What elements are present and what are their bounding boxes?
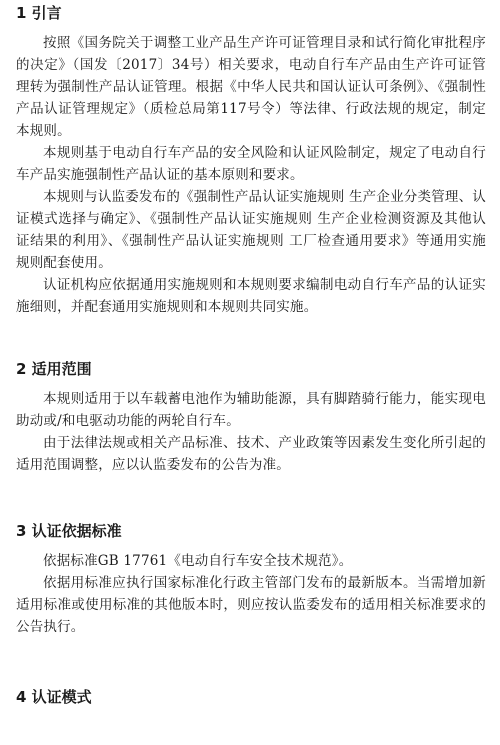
paragraph: 本规则与认监委发布的《强制性产品认证实施规则 生产企业分类管理、认证模式选择与确定》、《强制性产品认证实施规则 生产企业检测资源及其他认证结果的利用》、《强制性产品认证实施规则 工厂检查通用要求》等通用实施规则配套使用。 [16, 189, 486, 271]
section-heading: 2 适用范围 [16, 360, 92, 378]
paragraph: 由于法律法规或相关产品标准、技术、产业政策等因素发生变化所引起的适用范围调整，应以认监委发布的公告为准。 [16, 435, 486, 473]
paragraph: 依据用标准应执行国家标准化行政主管部门发布的最新版本。当需增加新适用标准或使用标准的其他版本时，则应按认监委发布的适用相关标准要求的公告执行。 [16, 575, 486, 635]
paragraph: 依据标准GB 17761《电动自行车安全技术规范》。 [43, 553, 353, 569]
section-heading: 3 认证依据标准 [16, 522, 122, 540]
section-heading: 4 认证模式 [16, 688, 92, 706]
paragraph: 本规则基于电动自行车产品的安全风险和认证风险制定，规定了电动自行车产品实施强制性产品认证的基本原则和要求。 [16, 145, 486, 183]
paragraph: 本规则适用于以车载蓄电池作为辅助能源，具有脚踏骑行能力，能实现电助动或/和电驱动功能的两轮自行车。 [16, 391, 486, 429]
paragraph: 按照《国务院关于调整工业产品生产许可证管理目录和试行简化审批程序的决定》（国发〔2017〕34号）相关要求，电动自行车产品由生产许可证管理转为强制性产品认证管理。根据《中华人民共和国认证认可条例》、《强制性产品认证管理规定》（质检总局第117号令）等法律、行政法规的规定，制定本规则。 [16, 35, 486, 139]
paragraph: 认证机构应依据通用实施规则和本规则要求编制电动自行车产品的认证实施细则，并配套通用实施规则和本规则共同实施。 [16, 277, 486, 315]
section-scope [16, 358, 486, 476]
section-heading: 1 引言 [16, 4, 62, 22]
section-standards [16, 520, 486, 638]
section-certification-mode [16, 686, 486, 708]
section-introduction [16, 2, 486, 318]
